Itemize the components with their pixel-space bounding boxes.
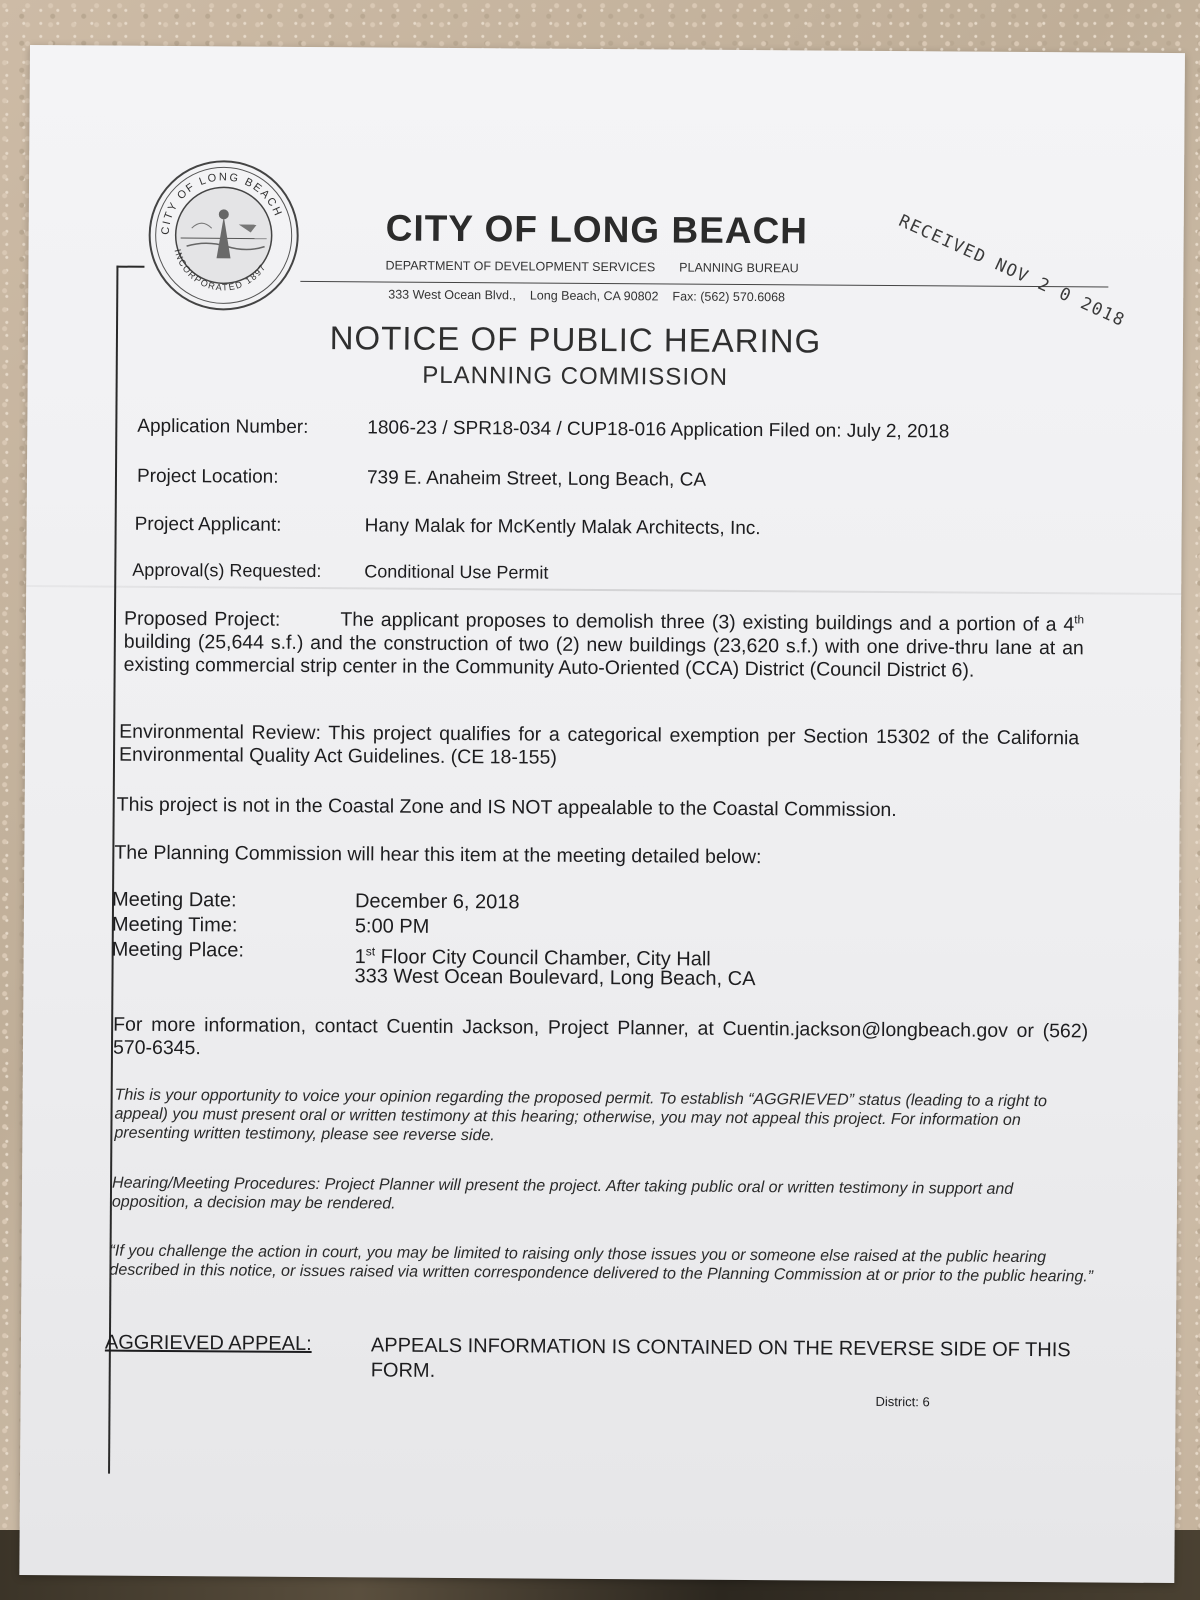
hearing-procedures-note: Hearing/Meeting Procedures: Project Planner will present the project. After taking public oral or written testimony in support and opposition, a decision may be rendered.: [111, 1174, 1014, 1213]
project-applicant-row: [135, 514, 1035, 544]
notice-subtitle: PLANNING COMMISSION: [422, 361, 729, 391]
meeting-place-floor-sup: st: [365, 944, 376, 959]
meeting-date-label: Meeting Date:: [111, 888, 237, 912]
department-line: [385, 258, 798, 275]
received-stamp: RECEIVED NOV 2 0 2018: [895, 211, 1129, 332]
svg-text:CITY OF LONG BEACH: CITY OF LONG BEACH: [159, 171, 285, 236]
aggrieved-appeal-text: APPEALS INFORMATION IS CONTAINED ON THE REVERSE SIDE OF THIS FORM.: [370, 1334, 1071, 1382]
meeting-place-label: Meeting Place:: [111, 938, 245, 962]
proposed-project-text-2: building (25,644 s.f.) and the construction of two (2) new buildings (23,620 s.f.) with one drive-thru lane at an existing commercial strip center in the Community Auto-Oriented (CCA) District (Council District 6).: [123, 630, 1084, 682]
approvals-row: [132, 560, 1032, 590]
project-applicant-label: Project Applicant:: [134, 513, 282, 536]
project-applicant-value: Hany Malak for McKently Malak Architects, Inc.: [364, 515, 761, 540]
project-location-value: 739 E. Anaheim Street, Long Beach, CA: [366, 467, 707, 491]
aggrieved-status-note: This is your opportunity to voice your opinion regarding the proposed permit. To establish “AGGRIEVED” status (leading to a right to appeal) you must present oral or written testimony at this hearing; otherwise, you may not appeal this project. For information on presenting written testimony, please see reverse side.: [114, 1086, 1048, 1145]
margin-rule: [108, 266, 118, 1474]
department-name: DEPARTMENT OF DEVELOPMENT SERVICES: [385, 258, 656, 275]
proposed-project-sup: th: [1074, 613, 1085, 627]
city-seal-logo: [146, 158, 302, 314]
court-challenge-note: “If you challenge the action in court, you may be limited to raising only those issues you or someone else raised at the public hearing described in this notice, or issues raised via written correspondence delivered to the Planning Commission at or prior to the public hearing.”: [109, 1242, 1094, 1286]
district-label: District: 6: [875, 1393, 930, 1410]
address-line: [388, 288, 785, 305]
approvals-label: Approval(s) Requested:: [132, 559, 322, 582]
application-number-value: 1806-23 / SPR18-034 / CUP18-016 Application Filed on: July 2, 2018: [367, 417, 950, 443]
meeting-time-value: 5:00 PM: [354, 915, 430, 938]
proposed-project-label: Proposed Project:: [123, 607, 281, 631]
meeting-date-value: December 6, 2018: [354, 890, 520, 914]
notice-document: [19, 45, 1185, 1583]
application-number-label: Application Number:: [137, 415, 309, 438]
project-location-row: [137, 466, 1037, 496]
meeting-place-value-2: 333 West Ocean Boulevard, Long Beach, CA: [354, 965, 756, 991]
aggrieved-appeal-label: AGGRIEVED APPEAL:: [104, 1331, 312, 1355]
address-street: 333 West Ocean Blvd.,: [388, 287, 516, 303]
aggrieved-appeal-section: [104, 1331, 1071, 1382]
fax-number: Fax: (562) 570.6068: [672, 289, 786, 305]
notice-title: NOTICE OF PUBLIC HEARING: [329, 319, 822, 360]
bureau-name: PLANNING BUREAU: [679, 260, 799, 276]
city-name-heading: CITY OF LONG BEACH: [385, 207, 809, 252]
header-divider: [300, 281, 1108, 288]
approvals-value: Conditional Use Permit: [364, 561, 549, 583]
margin-tick: [116, 266, 144, 268]
coastal-zone-statement: This project is not in the Coastal Zone and IS NOT appealable to the Coastal Commission.: [116, 793, 897, 822]
proposed-project-paragraph: [124, 602, 1084, 683]
contact-paragraph: For more information, contact Cuentin Jackson, Project Planner, at Cuentin.jackson@longbeach.gov or (562) 570-6345.: [112, 1013, 1089, 1060]
hearing-intro: The Planning Commission will hear this item at the meeting detailed below:: [114, 841, 762, 869]
proposed-project-text-1: The applicant proposes to demolish three (3) existing buildings and a portion of a 4: [340, 608, 1075, 636]
meeting-place-floor-number: 1: [354, 945, 366, 969]
meeting-place-room: Floor City Council Chamber, City Hall: [375, 946, 711, 971]
application-number-row: [137, 416, 1037, 446]
meeting-time-label: Meeting Time:: [111, 913, 238, 937]
address-city: Long Beach, CA 90802: [529, 288, 659, 304]
svg-text:INCORPORATED 1897: INCORPORATED 1897: [172, 248, 269, 293]
project-location-label: Project Location:: [136, 465, 279, 488]
environmental-review-paragraph: Environmental Review: This project qualifies for a categorical exemption per Section 15302 of the California Environmental Quality Act Guidelines. (CE 18-155): [118, 720, 1080, 769]
